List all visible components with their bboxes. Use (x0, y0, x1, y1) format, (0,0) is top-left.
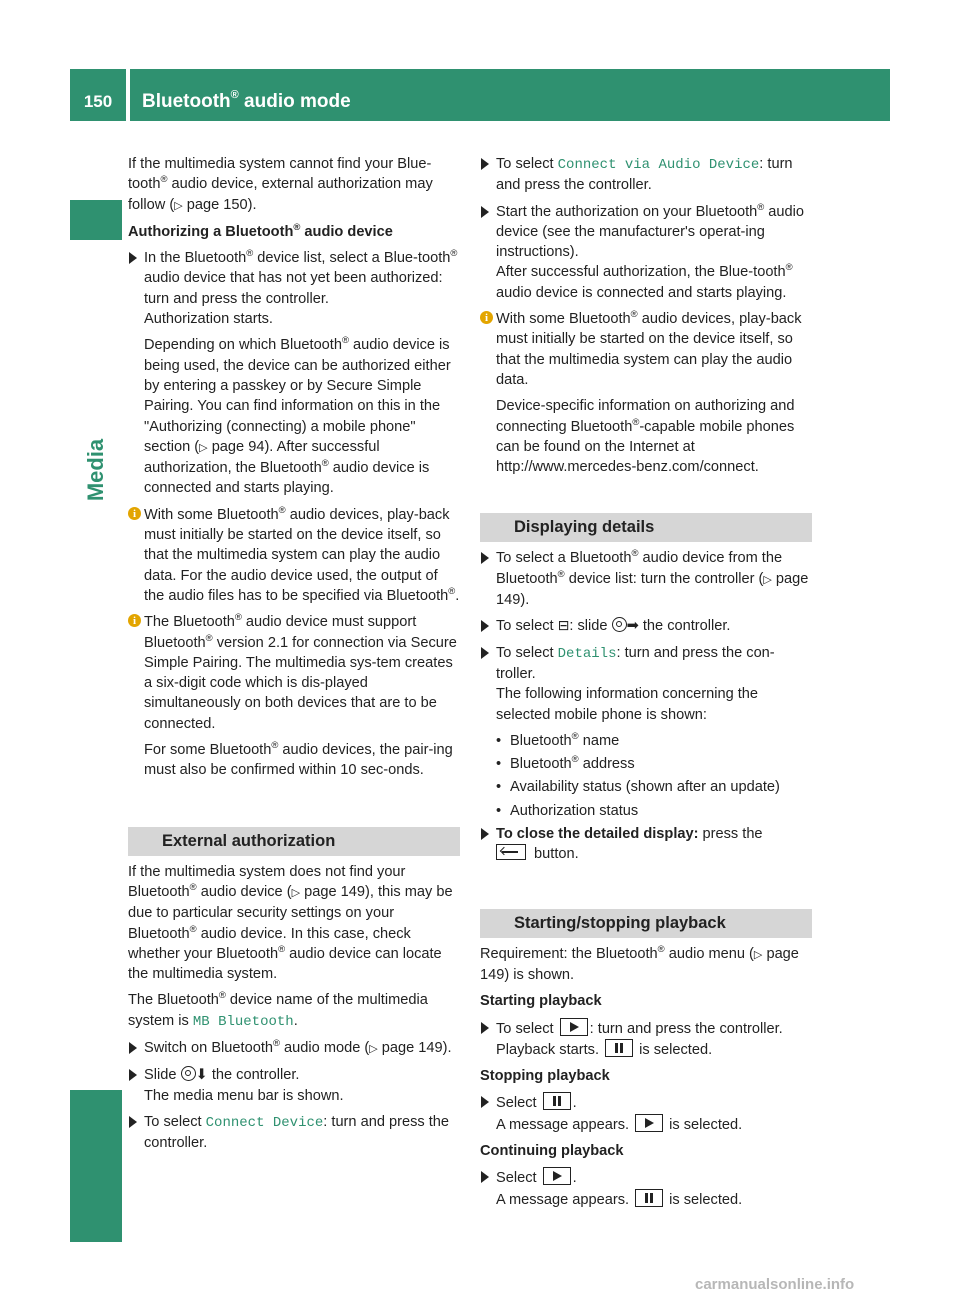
step-arrow-icon (481, 158, 489, 170)
play-icon (560, 1018, 588, 1036)
step-arrow-icon (481, 206, 489, 218)
starting-heading: Starting playback (480, 993, 602, 1010)
step-arrow-icon (129, 1069, 137, 1081)
menu-icon: ⊟ (557, 618, 570, 635)
page-header (70, 69, 890, 121)
info-icon: i (128, 507, 141, 520)
back-icon (496, 844, 526, 860)
controller-icon (181, 1066, 196, 1081)
list-item: • Bluetooth® address (496, 754, 635, 773)
step-arrow-icon (481, 1022, 489, 1034)
details-step: To select ⊟: slide ➡ the controller. (480, 616, 812, 636)
play-icon (635, 1114, 663, 1132)
pause-icon (635, 1189, 663, 1207)
ext-step: Switch on Bluetooth® audio mode (▷ page 149). (128, 1038, 460, 1059)
info-note: i With some Bluetooth® audio devices, play-back must initially be started on the device itself, so that the multimedia system can play the audio data. For the audio device used, the output of the audio files has to be specified via Bluetooth®. (128, 505, 460, 606)
side-tab-bar (70, 200, 122, 240)
watermark: carmanualsonline.info (695, 1276, 855, 1293)
step-arrow-icon (481, 552, 489, 564)
step-arrow-icon (481, 1096, 489, 1108)
list-item: • Bluetooth® name (496, 730, 620, 749)
ext-device-name: The Bluetooth® device name of the multimedia system is MB Bluetooth. (128, 990, 428, 1030)
ext-paragraph: If the multimedia system does not find your Bluetooth® audio device (▷ page 149), this may be due to particular security settings on your Bluetooth® audio device. In this case, check whether your Bluetooth® audio device can locate the multimedia system. (128, 863, 453, 983)
step-arrow-icon (481, 1171, 489, 1183)
intro-paragraph: If the multimedia system cannot find your Blue-tooth® audio device, external authorization may follow (▷ page 150). (128, 156, 433, 213)
details-step: To close the detailed display: press the button. (480, 824, 812, 865)
step-arrow-icon (481, 647, 489, 659)
info-note: i With some Bluetooth® audio devices, play-back must initially be started on the device itself, so that the multimedia system can play the audio data. Device-specific information on authorizing and connecting Bluetooth®-capable mobile phones can be found on the Internet at http://www.mercedes-benz.com/connect. (480, 309, 812, 477)
ext-step: To select Connect Device: turn and press the controller. (128, 1112, 460, 1154)
list-item: • Authorization status (496, 802, 639, 819)
left-column (128, 154, 460, 1159)
connect-step: Start the authorization on your Bluetooth® audio device (see the manufacturer's operat-ing instructions). After successful authorization, the Blue-tooth® audio device is connected and starts playing. (480, 202, 812, 303)
pause-icon (605, 1039, 633, 1057)
requirement: Requirement: the Bluetooth® audio menu (▷ page 149) is shown. (480, 943, 799, 983)
details-step: To select Details: turn and press the con-troller. The following information concerning the selected mobile phone is shown: (480, 643, 812, 725)
info-icon: i (480, 311, 493, 324)
stopping-heading: Stopping playback (480, 1068, 610, 1085)
step-arrow-icon (129, 1042, 137, 1054)
info-note: i The Bluetooth® audio device must support Bluetooth® version 2.1 for connection via Secure Simple Pairing. The multimedia sys-tem creates a six-digit code which is dis-played simultaneously on both devices that are to be connected. For some Bluetooth® audio devices, the pair-ing must also be confirmed within 10 sec-onds. (128, 612, 460, 780)
play-icon (543, 1167, 571, 1185)
connect-step: To select Connect via Audio Device: turn and press the controller. (480, 154, 812, 196)
page-title: Bluetooth® audio mode (142, 89, 351, 112)
controller-icon (612, 617, 627, 632)
step-arrow-icon (129, 1116, 137, 1128)
ext-step: Slide ⬇ the controller. The media menu bar is shown. (128, 1065, 460, 1106)
section-starting-stopping-playback: Starting/stopping playback (480, 909, 812, 938)
section-displaying-details: Displaying details (480, 513, 812, 542)
auth-step: In the Bluetooth® device list, select a Blue-tooth® audio device that has not yet been authorized: turn and press the controller. Authorization starts. Depending on which Bluetooth® audio device is being used, the device can be authorized either by entering a passkey or by Secure Simple Pairing. You can find information on this in the "Authorizing (connecting) a mobile phone" section (▷ page 94). After successful authorization, the Bluetooth® audio device is connected and starts playing. (128, 248, 460, 499)
step-arrow-icon (129, 252, 137, 264)
page-number: 150 (83, 92, 113, 111)
continuing-heading: Continuing playback (480, 1142, 624, 1159)
playback-step: To select : turn and press the controller. Playback starts. is selected. (480, 1018, 812, 1061)
auth-heading: Authorizing a Bluetooth® audio device (128, 221, 393, 240)
details-step: To select a Bluetooth® audio device from the Bluetooth® device list: turn the controller (▷ page 149). (480, 548, 812, 610)
right-column (480, 154, 812, 1216)
step-arrow-icon (481, 620, 489, 632)
header-divider (126, 69, 130, 121)
side-tab-label: Media (83, 438, 108, 502)
step-arrow-icon (481, 828, 489, 840)
side-tab (70, 200, 122, 1242)
list-item: • Availability status (shown after an update) (496, 779, 780, 796)
pause-icon (543, 1092, 571, 1110)
section-external-authorization: External authorization (128, 827, 460, 856)
info-icon: i (128, 614, 141, 627)
playback-step: Select . A message appears. is selected. (480, 1167, 812, 1210)
playback-step: Select . A message appears. is selected. (480, 1092, 812, 1135)
side-tab-block (70, 1090, 122, 1242)
